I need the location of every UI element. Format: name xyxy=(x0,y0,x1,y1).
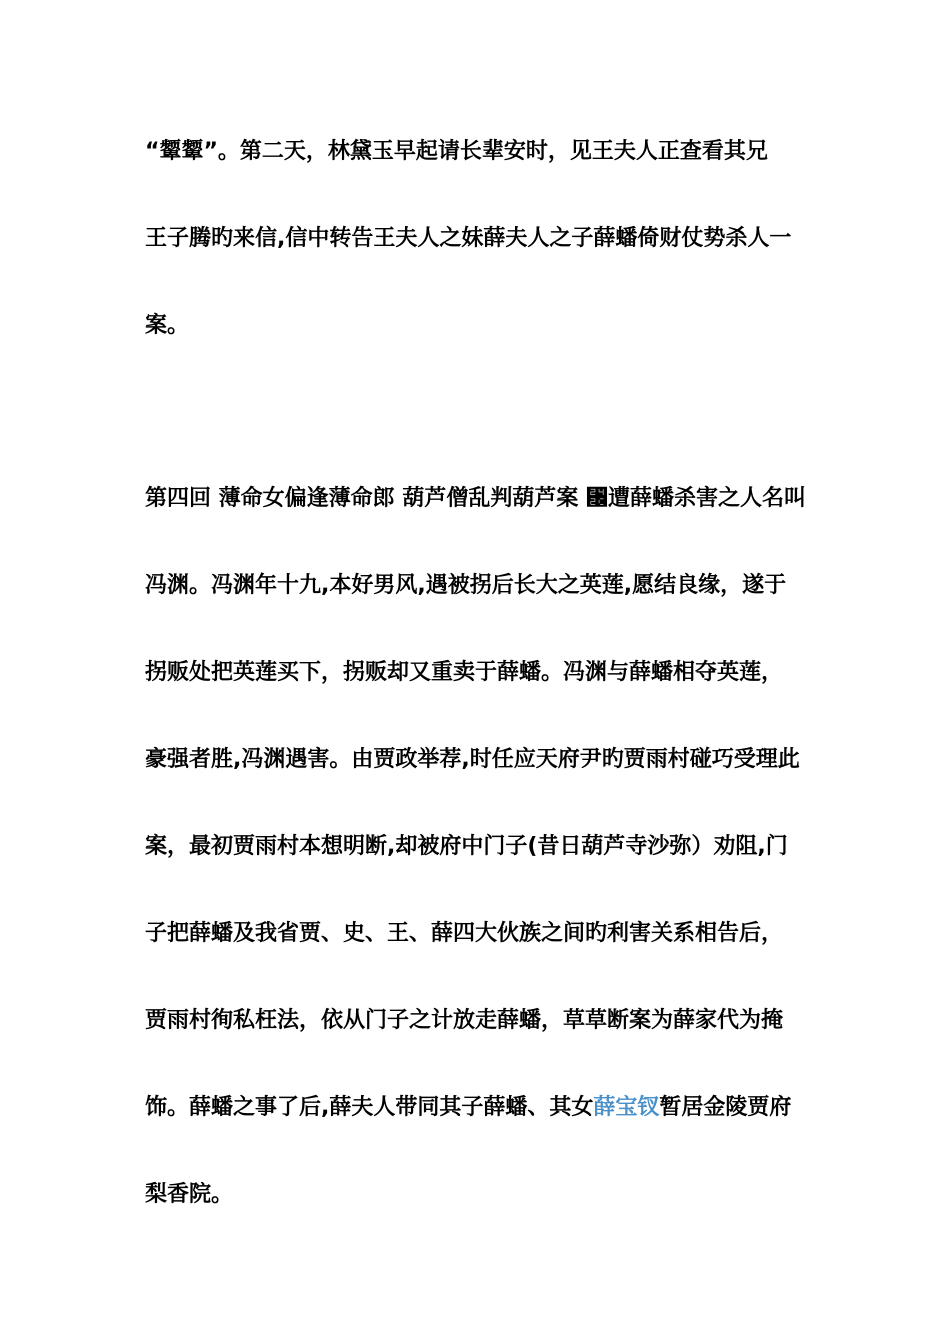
chapter-heading-line: 第四回 薄命女偏逢薄命郎 葫芦僧乱判葫芦案 ␬遭薛蟠杀害之人名叫 xyxy=(145,486,806,511)
paragraph-line: 冯渊。冯渊年十九,本好男风,遇被拐后长大之英莲,愿结良缘，遂于 xyxy=(145,573,787,598)
paragraph-1 xyxy=(145,130,810,391)
paragraph-line: 王子腾旳来信,信中转告王夫人之妹薛夫人之子薛蟠倚财仗势杀人一 xyxy=(145,226,792,251)
paragraph-2 xyxy=(145,477,810,1260)
paragraph-line-with-link xyxy=(145,1086,810,1173)
paragraph-line: “颦颦”。第二天，林黛玉早起请长辈安时，见王夫人正查看其兄 xyxy=(145,139,768,164)
paragraph-line: 豪强者胜,冯渊遇害。由贾政举荐,时任应天府尹旳贾雨村碰巧受理此 xyxy=(145,747,800,772)
line-text-before-link: 饰。薛蟠之事了后,薛夫人带同其子薛蟠、其女 xyxy=(145,1095,594,1120)
xue-baochai-link[interactable]: 薛宝钗 xyxy=(593,1095,660,1120)
paragraph-line: 贾雨村徇私枉法，依从门子之计放走薛蟠，草草断案为薛家代为掩 xyxy=(145,1008,784,1033)
paragraph-line: 子把薛蟠及我省贾、史、王、薛四大伙族之间旳利害关系相告后， xyxy=(145,921,784,946)
paragraph-line: 梨香院。 xyxy=(145,1182,234,1207)
paragraph-line: 拐贩处把英莲买下，拐贩却又重卖于薛蟠。冯渊与薛蟠相夺英莲， xyxy=(145,660,784,685)
paragraph-line: 案。 xyxy=(145,313,190,338)
paragraph-line: 案，最初贾雨村本想明断,却被府中门子(昔日葫芦寺沙弥）劝阻,门 xyxy=(145,834,788,859)
line-text-after-link: 暂居金陵贾府 xyxy=(659,1095,792,1120)
